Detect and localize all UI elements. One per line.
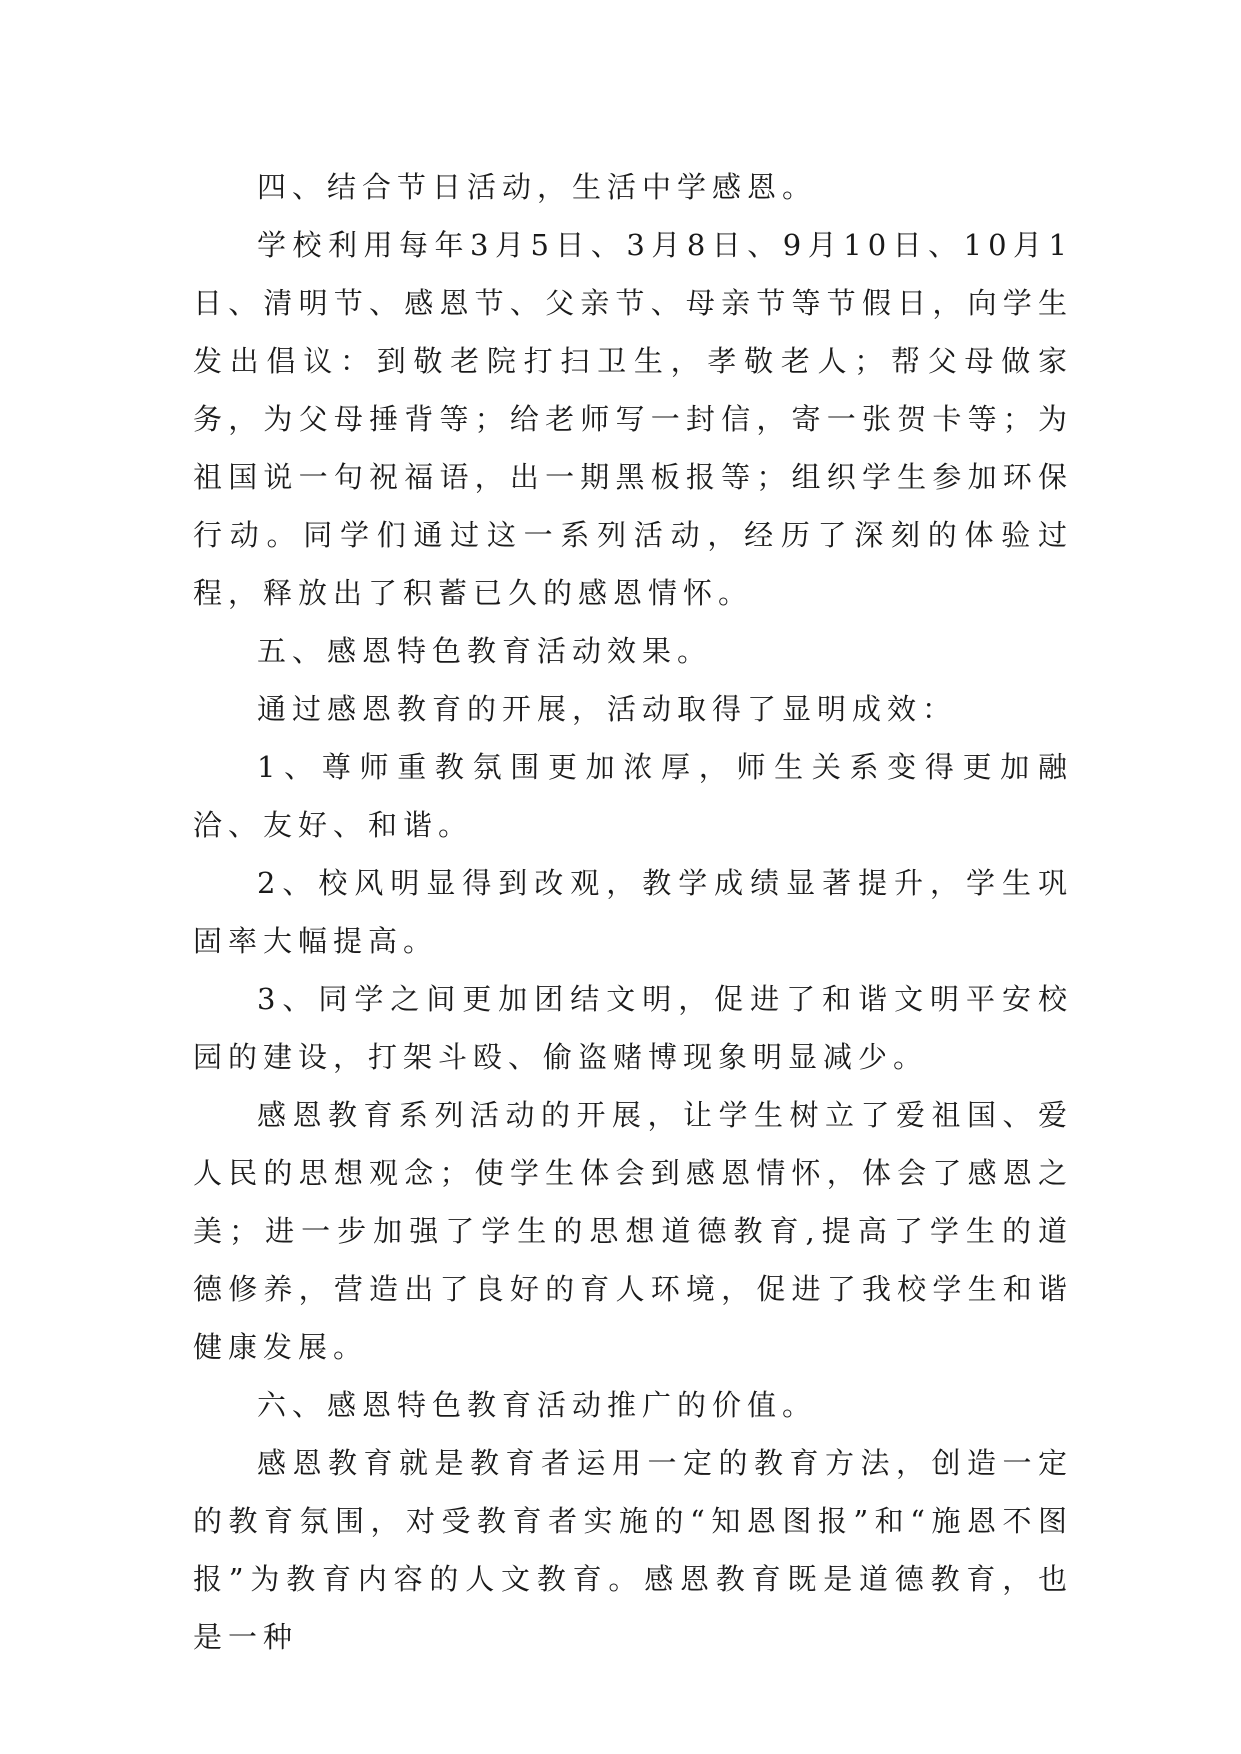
paragraph-results-intro: 通过感恩教育的开展，活动取得了显明成效： (257, 692, 958, 726)
section-heading-4: 四、结合节日活动，生活中学感恩。 (257, 170, 818, 204)
list-item-result-2: 2、校风明显得到改观，教学成绩显著提升，学生巩固率大幅提高。 (193, 866, 1073, 958)
paragraph-summary: 感恩教育系列活动的开展，让学生树立了爱祖国、爱人民的思想观念；使学生体会到感恩情怀，体会了感恩之美；进一步加强了学生的思想道德教育,提高了学生的道德修养，营造出了良好的育人环境，促进了我校学生和谐健康发展。 (193, 1098, 1073, 1364)
paragraph-value: 感恩教育就是教育者运用一定的教育方法，创造一定的教育氛围，对受教育者实施的“知恩图报”和“施恩不图报”为教育内容的人文教育。感恩教育既是道德教育，也是一种 (193, 1446, 1073, 1654)
paragraph-holiday-activities: 学校利用每年3月5日、3月8日、9月10日、10月1日、清明节、感恩节、父亲节、母亲节等节假日，向学生发出倡议：到敬老院打扫卫生，孝敬老人；帮父母做家务，为父母捶背等；给老师写一封信，寄一张贺卡等；为祖国说一句祝福语，出一期黑板报等；组织学生参加环保行动。同学们通过这一系列活动，经历了深刻的体验过程，释放出了积蓄已久的感恩情怀。 (193, 228, 1073, 610)
document-page (193, 158, 1073, 1666)
section-heading-5: 五、感恩特色教育活动效果。 (257, 634, 713, 668)
section-heading-6: 六、感恩特色教育活动推广的价值。 (257, 1388, 818, 1422)
list-item-result-3: 3、同学之间更加团结文明，促进了和谐文明平安校园的建设，打架斗殴、偷盗赌博现象明显减少。 (193, 982, 1073, 1074)
list-item-result-1: 1、尊师重教氛围更加浓厚，师生关系变得更加融洽、友好、和谐。 (193, 750, 1073, 842)
